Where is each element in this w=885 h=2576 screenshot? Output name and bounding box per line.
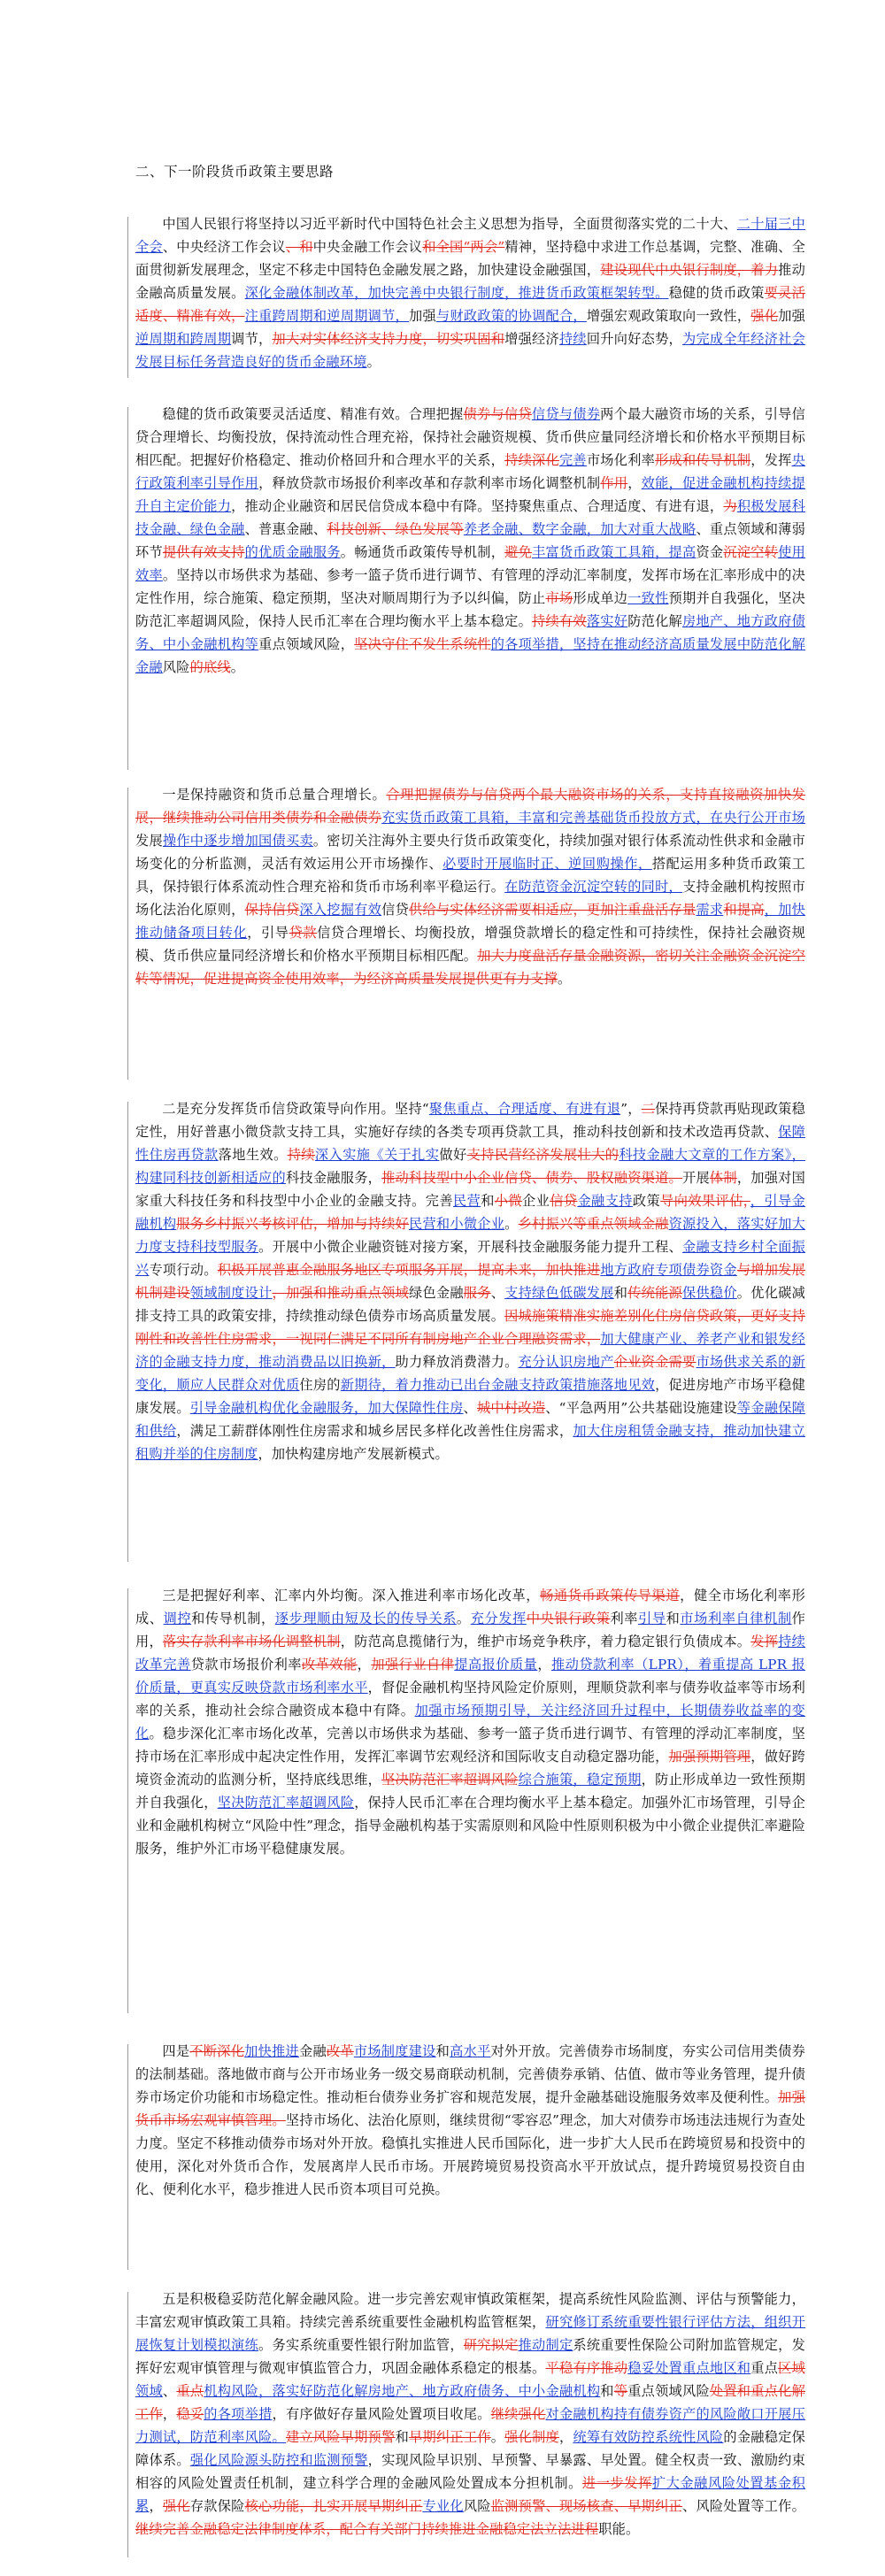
deleted-text: 乡村振兴等重点领域金融: [518, 1216, 669, 1232]
inserted-text: 深入实施《关于扎实: [314, 1147, 440, 1163]
body-text: 和: [435, 2043, 450, 2059]
change-bar: [127, 2044, 128, 2270]
change-bar: [127, 407, 128, 770]
inserted-text: 与财政政策的协调配合，: [435, 308, 587, 324]
inserted-text: 充分认识房地产: [518, 1354, 614, 1370]
body-text: 、重点领域和薄弱环节: [135, 521, 806, 560]
deleted-text: 和全国“两会”: [422, 239, 505, 255]
deleted-text: 持续深化: [504, 452, 559, 468]
inserted-text: 推动制定: [518, 2337, 573, 2353]
deleted-text: 小微: [494, 1193, 523, 1209]
body-text: 精神，坚持稳中求进工作总基调，完整、准确、全面贯彻新发展理念，坚定不移走中国特色金融发展之路，加快建设金融强国，: [135, 239, 805, 278]
deleted-text: 积极开展普惠金融服务地区专项服务开展，提高未来，加快推进: [217, 1262, 601, 1278]
body-text: 重点领域风险: [627, 2383, 710, 2399]
inserted-text: 聚焦重点、合理适度、有进有退: [428, 1101, 621, 1117]
inserted-text: 的各项举措: [204, 2406, 273, 2422]
body-text: 务实系统重要性银行附加监管，: [272, 2337, 464, 2353]
deleted-text: 处置和重点化解工作: [135, 2383, 805, 2422]
body-text: 形成单边: [573, 590, 628, 606]
inserted-text: 领域制度设计: [189, 1285, 273, 1301]
body-text: ，: [558, 2429, 573, 2445]
change-bar: [127, 2292, 128, 2557]
body-text: 和: [613, 1285, 628, 1301]
body-text: 风险: [463, 2498, 491, 2514]
body-text: 增强经济: [504, 331, 559, 347]
inserted-text: 引导金融机构优化金融服务，加大保障性住房: [189, 1400, 464, 1416]
inserted-text: 等金融保障和供给: [135, 1400, 806, 1439]
body-text: 防范化解: [627, 613, 682, 629]
body-text: 政策: [632, 1193, 661, 1209]
inserted-text: 统筹有效防控系统性风险: [573, 2429, 724, 2445]
deleted-text: 稳妥: [176, 2406, 204, 2422]
deleted-text: 为: [723, 498, 737, 514]
body-text: 做好: [439, 1147, 467, 1163]
body-text: 。: [558, 971, 572, 987]
deleted-text: 要灵活适度、精准有效，: [135, 285, 806, 324]
deleted-text: 改革: [326, 2043, 354, 2059]
change-bar: [127, 1588, 128, 2013]
body-text: ，督促金融机构坚持风险定价原则，理顺贷款利率与债券收益率等市场利率的关系，推动社会综合融资成本稳中有降。: [135, 1680, 805, 1719]
body-text: 。稳步深化汇率市场化改革，完善以市场供求为基础、参考一篮子货币进行调节、有管理的浮动汇率制度，坚持市场在汇率形成中起决定性作用，发挥汇率调节宏观经济和国际收支自动稳定器功能，: [135, 1726, 805, 1765]
paragraph-point-three: [135, 1584, 805, 1860]
deleted-text: 作用: [600, 475, 628, 491]
deleted-text: 强化制度: [504, 2429, 559, 2445]
deleted-text: 传统能源: [627, 1285, 682, 1301]
inserted-text: 加强市场预期引导，关注经济回升过程中，长期债券收益率的变化: [135, 1703, 805, 1742]
body-text: ，引导: [247, 925, 289, 941]
inserted-text: 保障性住房再贷款: [135, 1124, 805, 1163]
inserted-text: 金融支持: [577, 1193, 633, 1209]
deleted-text: 等: [613, 2383, 628, 2399]
body-text: 利率: [610, 1611, 639, 1626]
deleted-text: 企业资金需要: [613, 1354, 696, 1370]
deleted-text: 城中村改造: [476, 1400, 546, 1416]
deleted-text: 进一步发挥: [581, 2475, 652, 2491]
body-text: ，防止形成单边一致性预期并自我强化，: [135, 1772, 806, 1811]
body-text: 、风险处置等工作。: [682, 2498, 805, 2514]
body-text: ，发挥: [750, 452, 792, 468]
inserted-text: 充实货币政策工具箱，丰富和完善基础货币投放方式，在央行公开市场: [381, 810, 805, 826]
inserted-text: 充分发挥: [470, 1611, 527, 1626]
deleted-text: 核心功能，扎实开展早期纠正: [244, 2498, 423, 2514]
body-text: 坚持市场化、法治化原则，继续贯彻“零容忍”理念，加大对债券市场违法违规行为查处力度。坚定不移推动债券市场对外开放。稳慎扎实推进人民币国际化，进一步扩大人民币在跨境贸易和投资中的使用，深化对外货币合作，发展离岸人民币市场。开展跨境贸易投资高水平开放试点，提升跨境贸易投资自由化、便利化水平，稳步推进人民币资本项目可兑换。: [135, 2112, 805, 2197]
body-text: 稳健的货币政策要灵活适度、精准有效。合理把握: [162, 406, 464, 422]
paragraph-point-one: [135, 783, 805, 990]
body-text: 。优化碳减排支持工具的政策安排，持续推动绿色债券市场高质量发展。: [135, 1285, 805, 1324]
inserted-text: 持续: [558, 331, 587, 347]
inserted-text: 市场供求关系的新变化，顺应人民群众对优质: [135, 1354, 805, 1393]
body-text: ，加快构建房地产发展新模式。: [258, 1446, 449, 1462]
inserted-text: 市场利率自律机制: [680, 1611, 792, 1626]
inserted-text: 扩大金融风险处置基金积累: [135, 2475, 806, 2514]
body-text: 、普惠金融、: [244, 521, 327, 537]
inserted-text: 的优质金融服务: [244, 544, 341, 560]
deleted-text: 加强行业自律: [371, 1657, 455, 1672]
body-text: 存款保险: [189, 2498, 245, 2514]
deleted-text: 建设现代中央银行制度，着力: [600, 262, 779, 278]
body-text: 信贷合理增长、均衡投放，增强贷款增长的稳定性和可持续性，保持社会融资规模、货币供应量同经济增长和价格水平预期目标相匹配。: [135, 925, 805, 964]
inserted-text: 科技金融大文章的工作方案》，构建同科技创新相适应的: [135, 1147, 806, 1186]
body-text: 二是充分发挥货币信贷政策导向作用。坚持“: [162, 1101, 429, 1117]
body-text: ，健全市场化利率形成、: [135, 1588, 805, 1626]
body-text: 五是积极稳妥防范化解金融风险。进一步完善宏观审慎政策框架，提高系统性风险监测、评估与预警能力，丰富宏观审慎政策工具箱。持续完善系统重要性金融机构监管框架，: [135, 2291, 805, 2330]
deleted-text: 提供有效支持: [162, 544, 245, 560]
inserted-text: 房地产、地方政府债务、中小金融机构等: [135, 613, 805, 652]
body-text: 。: [456, 1611, 471, 1626]
inserted-text: 逆周期和跨周期: [135, 331, 232, 347]
inserted-text: 金融支持乡村全面振兴: [135, 1239, 806, 1278]
deleted-text: 持续有效: [532, 613, 587, 629]
deleted-text: 债券与信贷: [463, 406, 532, 422]
change-bar: [127, 788, 128, 1080]
deleted-text: 科技创新、绿色发展等: [327, 521, 464, 537]
inserted-text: 服务: [231, 1239, 259, 1255]
body-text: 。: [230, 659, 245, 675]
body-text: ，: [627, 475, 642, 491]
inserted-text: 逐步理顺由短及长的传导关系: [274, 1611, 457, 1626]
deleted-text: 支持民营经济发展壮大的: [466, 1147, 620, 1163]
deleted-text: 合理把握债券与信贷两个最大融资市场的关系，支持直接融资加快发展，继续推动公司信用类债券和金融债券: [135, 787, 806, 826]
body-text: 信贷: [381, 902, 409, 918]
inserted-text: 综合施策，稳定预期: [518, 1772, 642, 1788]
body-text: 资金: [696, 544, 724, 560]
body-text: 中央金融工作会议: [312, 239, 423, 255]
body-text: 对外开放。完善债券市场制度，夯实公司信用类债券的法制基础。落地做市商与公开市场业务一级交易商联动机制，完善债券承销、估值、做市等业务管理，提升债券市场定价功能和市场稳定性。推动柜台债券业务扩容和规范发展，提升金融基础设施服务效率及便利性。: [135, 2043, 805, 2105]
deleted-text: 畅通货币政策传导渠道: [540, 1588, 681, 1603]
deleted-text: 形成和传导机制: [655, 452, 751, 468]
body-text: 、: [162, 2383, 177, 2399]
deleted-text: 加大力度盘活存量金融资源，密切关注金融资金沉淀空转等情况，促进提高资金使用效率，为经济高质量发展提供更有力支撑: [135, 948, 805, 987]
inserted-text: 强化风险源头防控和监测预警: [189, 2452, 368, 2468]
inserted-text: 深化金融体制改革，加快完善中央银行制度，推进货币政策框架转型。: [244, 285, 669, 301]
body-text: ，: [357, 1657, 372, 1672]
deleted-text: 服务乡村振兴考核评估，增加与持续好: [176, 1216, 410, 1232]
inserted-text: 资源投入，落实好加大力度支持科技型: [135, 1216, 806, 1255]
deleted-text: 落实存款利率市场化调整机制: [162, 1634, 341, 1649]
body-text: 市场化利率: [586, 452, 656, 468]
body-text: 贷款市场报价利率: [190, 1657, 302, 1672]
inserted-text: 稳妥处置重点地区和: [627, 2360, 751, 2376]
body-text: ”，: [620, 1101, 642, 1117]
deleted-text: 继续强化: [490, 2406, 546, 2422]
inserted-text: 效能，促进金融机构持续提升自主定价能力: [135, 475, 806, 514]
body-text: 。: [504, 1216, 519, 1232]
deleted-text: 避免: [504, 544, 533, 560]
body-text: 专项行动。: [149, 1262, 218, 1278]
body-text: 、: [463, 1400, 477, 1416]
body-text: 。坚持以市场供求为基础、参考一篮子货币进行调节、有管理的浮动汇率制度，发挥市场在汇率形成中的决定性作用，综合施策、稳定预期，坚决对顺周期行为予以纠偏，防止: [135, 567, 805, 606]
deleted-text: 改革效能: [302, 1657, 358, 1672]
body-text: 三是把握好利率、汇率内外均衡。深入推进利率市场化改革，: [162, 1588, 541, 1603]
inserted-text: 领域: [135, 2383, 163, 2399]
deleted-text: 强化: [750, 308, 779, 324]
body-text: 和: [666, 1611, 681, 1626]
body-text: 保持再贷款再贴现政策稳定性，用好普惠小微贷款支持工具，实施好存续的各类专项再贷款工具，推动科技创新和技术改造再贷款、: [135, 1101, 806, 1140]
inserted-text: 深入挖掘有效: [299, 902, 382, 918]
body-text: 推动金融高质量发展。: [135, 262, 805, 301]
body-text: 加强: [409, 308, 436, 324]
deleted-text: 加强预期管理: [668, 1749, 751, 1765]
body-text: 系统重要性保险公司附加监管规定，发挥好宏观审慎管理与微观审慎监管合力，巩固金融体系稳定的根基。: [135, 2337, 805, 2376]
body-text: 作用，: [135, 1611, 806, 1649]
deleted-text: 推动科技型中小企业信贷、债券、股权融资渠道。: [381, 1170, 683, 1186]
change-bar: [127, 1102, 128, 1562]
deleted-text: 信贷: [550, 1193, 578, 1209]
body-text: 绿色金融: [409, 1285, 464, 1301]
inserted-text: 为完成全年经济社会发展目标任务营造良好的货币金融环境: [135, 331, 805, 370]
deleted-text: 研究拟定: [463, 2337, 519, 2353]
deleted-text: 区域: [778, 2360, 806, 2376]
deleted-text: 沉淀空转: [723, 544, 779, 560]
body-text: ，: [149, 2498, 163, 2514]
inserted-text: 研究修订系统重要性银行评估方法，组织开展恢复计划模拟演练: [135, 2314, 805, 2353]
body-text: 落地生效。: [218, 1147, 288, 1163]
body-text: ，做好跨境资金流动的监测分析，坚持底线思维，: [135, 1749, 805, 1788]
body-text: ，: [537, 1657, 552, 1672]
inserted-text: 高水平: [450, 2043, 491, 2059]
inserted-text: 专业化: [422, 2498, 464, 2514]
inserted-text: 一致性: [627, 590, 669, 606]
inserted-text: 持续改革完善: [135, 1634, 806, 1672]
deleted-text: 、和: [285, 239, 313, 255]
deleted-text: 持续: [287, 1147, 315, 1163]
body-text: 一是保持融资和货币总量合理增长。: [162, 787, 387, 803]
deleted-text: 早期纠正工作: [409, 2429, 491, 2445]
paragraph-point-four: [135, 2040, 805, 2201]
inserted-text: ，加快推动储备项目转化: [135, 902, 805, 941]
body-text: 搭配运用多种货币政策工具，保持银行体系流动性合理充裕和货币市场利率平稳运行。: [135, 856, 806, 895]
body-text: 。: [258, 2337, 273, 2353]
body-text: 和: [600, 2383, 614, 2399]
body-text: 开展: [682, 1170, 710, 1186]
inserted-text: 保供稳价: [682, 1285, 737, 1301]
body-text: ，实现风险早识别、早预警、早暴露、早处置。健全权责一致、激励约束相容的风险处置责任机制，建立科学合理的金融风险处置成本分担机制。: [135, 2452, 805, 2491]
deleted-text: 供给与实体经济需要相适应，更加注重盘活存量: [409, 902, 696, 918]
inserted-text: ，引导金融机构: [135, 1193, 805, 1232]
change-bar: [127, 217, 128, 378]
body-text: 稳健的货币政策: [668, 285, 765, 301]
deleted-text: 发挥: [750, 1634, 779, 1649]
deleted-text: 坚决守住不发生系统性: [354, 636, 491, 652]
inserted-text: 提高报价质量: [454, 1657, 538, 1672]
deleted-text: 继续完善金融稳定法律制度体系，配合有关部门持续推进金融稳定法立法进程: [135, 2521, 599, 2537]
body-text: 、中央经济工作会议: [162, 239, 286, 255]
inserted-text: 的各项举措，坚持在推动经济高质量发展中防范化解金融: [135, 636, 805, 675]
inserted-text: 使用效率: [135, 544, 805, 583]
inserted-text: 信贷与债券: [531, 406, 601, 422]
body-text: 两个最大融资市场的关系，引导信贷合理增长、均衡投放，保持流动性合理充裕，保持社会融资规模、货币供应量同经济增长和价格水平预期目标相匹配。把握好价格稳定、推动价格回升和合理水平的关系，: [135, 406, 806, 468]
body-text: 四是: [162, 2043, 190, 2059]
deleted-text: 贷款: [289, 925, 318, 941]
body-text: 。密切关注海外主要央行货币政策变化，持续加强对银行体系流动性供求和金融市场变化的分析监测，灵活有效运用公开市场操作、: [135, 833, 805, 872]
paragraph-monetary-policy: [135, 403, 805, 679]
inserted-text: 央行政策利率引导作用: [135, 452, 806, 491]
body-text: 、: [490, 1285, 505, 1301]
deleted-text: ，加强和推动重点领域: [272, 1285, 409, 1301]
inserted-text: 对金融机构持有债券资产的风险敞口开展压力测试，防范利率风险。: [135, 2406, 806, 2445]
deleted-text: 二: [641, 1101, 656, 1117]
deleted-text: 和提高: [723, 902, 765, 918]
inserted-text: 加快推进: [244, 2043, 299, 2059]
body-text: ，释放贷款市场报价利率改革和存款利率市场化调整机制: [258, 475, 601, 491]
inserted-text: 支持绿色低碳发展: [504, 1285, 614, 1301]
body-text: 中国人民银行将坚持以习近平新时代中国特色社会主义思想为指导，全面贯彻落实党的二十大、: [162, 216, 737, 232]
inserted-text: 坚决防范汇率超调风险: [217, 1795, 355, 1811]
inserted-text: 完善: [558, 452, 587, 468]
body-text: 重点领域风险，: [258, 636, 355, 652]
body-text: 回升向好态势，: [586, 331, 683, 347]
inserted-text: 新期待，着力推动已出台金融支持政策措施落地见效: [340, 1377, 656, 1393]
body-text: 住房的: [299, 1377, 341, 1393]
body-text: 助力释放消费潜力。: [395, 1354, 519, 1370]
section-heading: 二、下一阶段货币政策主要思路: [135, 164, 335, 180]
body-text: ，有序做好存量风险处置项目收尾。: [272, 2406, 491, 2422]
body-text: 和: [481, 1193, 495, 1209]
deleted-text: 体制: [709, 1170, 737, 1186]
deleted-text: 加大对实体经济支持力度，切实巩固和: [272, 331, 505, 347]
body-text: 风险: [162, 659, 190, 675]
body-text: 金融: [299, 2043, 327, 2059]
deleted-text: 不断深化: [189, 2043, 245, 2059]
inserted-text: 二十届三中全会: [135, 216, 805, 255]
deleted-text: 保持信贷: [244, 902, 300, 918]
inserted-text: 加大住房租赁金融支持，推动加快建立租购并举的住房制度: [135, 1423, 805, 1462]
deleted-text: 市场: [545, 590, 573, 606]
inserted-text: 加大健康产业、养老产业和银发经济的金融支持力度，推动消费品以旧换新，: [135, 1331, 805, 1370]
body-text: 增强宏观政策取向一致性，: [586, 308, 751, 324]
deleted-text: 加强货币市场宏观审慎管理。: [135, 2089, 805, 2128]
body-text: 、“平急两用”公共基础设施建设: [545, 1400, 737, 1416]
deleted-text: 建立风险早期预警: [285, 2429, 396, 2445]
paragraph-point-two: [135, 1097, 805, 1465]
body-text: 和传导机制，: [191, 1611, 275, 1626]
inserted-text: 市场制度建设: [353, 2043, 436, 2059]
body-text: ，促进房地产市场平稳健康发展。: [135, 1377, 805, 1416]
deleted-text: 中央银行政策: [526, 1611, 611, 1626]
body-text: 重点: [750, 2360, 779, 2376]
body-text: 。: [366, 354, 381, 370]
inserted-text: 落实好: [586, 613, 628, 629]
body-text: ，满足工薪群体刚性住房需求和城乡居民多样化改善性住房需求，: [176, 1423, 573, 1439]
deleted-text: 的底线: [189, 659, 231, 675]
body-text: 的金融稳定保障体系。: [135, 2429, 806, 2468]
body-text: 职能。: [598, 2521, 640, 2537]
inserted-text: 操作中逐步增加国债买卖: [162, 833, 313, 849]
inserted-text: 注重跨周期和逆周期调节，: [244, 308, 410, 324]
body-text: 加强: [778, 308, 806, 324]
body-text: 科技金融服务，: [285, 1170, 382, 1186]
inserted-text: 在防范资金沉淀空转的同时，: [504, 879, 683, 895]
body-text: 调节，: [231, 331, 273, 347]
body-text: ，: [162, 2406, 177, 2422]
deleted-text: 导向效果评估，: [660, 1193, 750, 1209]
inserted-text: 地方政府专项债券资金: [600, 1262, 737, 1278]
body-text: 预期并自我强化，坚决防范汇率超调风险，保持人民币汇率在合理均衡水平上基本稳定。: [135, 590, 806, 629]
inserted-text: 推动贷款利率（LPR），着重提高 LPR 报价质量，更真实反映贷款市场利率水平: [135, 1657, 806, 1696]
inserted-text: 调控: [163, 1611, 192, 1626]
inserted-text: 必要时开展临时正、逆回购操作，: [442, 856, 652, 872]
deleted-text: 监测预警、现场核查、早期纠正: [490, 2498, 683, 2514]
body-text: 发展: [135, 833, 163, 849]
body-text: ，推动企业融资和居民信贷成本稳中有降。坚持聚焦重点、合理适度、有进有退，: [231, 498, 724, 514]
body-text: 。开展中小微企业融资链对接方案，开展科技金融服务能力提升工程、: [258, 1239, 683, 1255]
body-text: 。畅通货币政策传导机制，: [340, 544, 505, 560]
body-text: 。: [490, 2429, 505, 2445]
deleted-text: 坚决防范汇率超调风险: [381, 1772, 519, 1788]
body-text: ，保持人民币汇率在合理均衡水平上基本稳定。加强外汇市场管理，引导企业和金融机构树立“风险中性”理念，指导金融机构基于实需原则和风险中性原则积极为中小微企业提供汇率避险服务，维护外汇市场平稳健康发展。: [135, 1795, 805, 1857]
inserted-text: 民营: [452, 1193, 481, 1209]
inserted-text: 机构风险，落实好防范化解房地产、地方政府债务、中小金融机构: [204, 2383, 601, 2399]
body-text: ，防范高息揽储行为，维护市场竞争秩序，着力稳定银行负债成本。: [340, 1634, 751, 1649]
body-text: 支持金融机构按照市场化法治化原则，: [135, 879, 806, 918]
inserted-text: 需求: [696, 902, 724, 918]
paragraph-overview: [135, 212, 805, 373]
inserted-text: 积极发展科技金融、绿色金融: [135, 498, 805, 537]
inserted-text: 引导: [638, 1611, 666, 1626]
deleted-text: 重点: [176, 2383, 204, 2399]
inserted-text: 养老金融、数字金融，加大对重大战略: [463, 521, 696, 537]
deleted-text: 服务: [463, 1285, 491, 1301]
paragraph-point-five: [135, 2288, 805, 2541]
deleted-text: 平稳有序推动: [545, 2360, 628, 2376]
body-text: 企业: [522, 1193, 550, 1209]
body-text: 和: [395, 2429, 410, 2445]
deleted-text: 强化: [162, 2498, 190, 2514]
deleted-text: 因城施策精准实施差别化住房信贷政策，更好支持刚性和改善性住房需求，一视同仁满足不同所有制房地产企业合理融资需求，: [135, 1308, 805, 1347]
inserted-text: 丰富货币政策工具箱，提高: [532, 544, 696, 560]
deleted-text: 与增加发展机制建设: [135, 1262, 805, 1301]
body-text: ，加强对国家重大科技任务和科技型中小企业的金融支持。完善: [135, 1170, 806, 1209]
inserted-text: 民营和小微企业: [409, 1216, 505, 1232]
